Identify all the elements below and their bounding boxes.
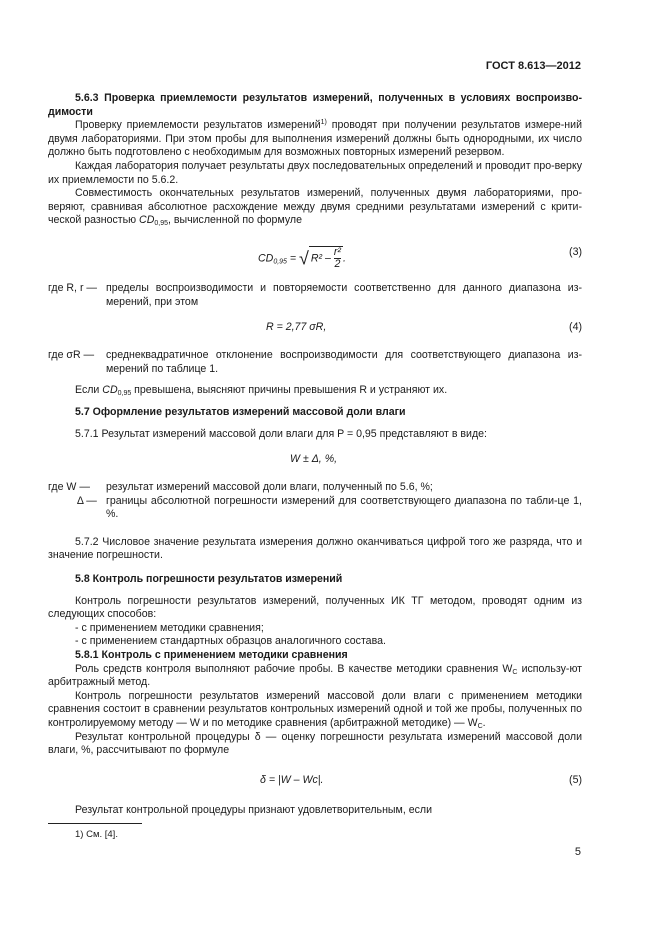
standard-header: ГОСТ 8.613—2012 bbox=[485, 60, 581, 72]
definition-label: Δ — bbox=[48, 494, 97, 507]
numerator: r² bbox=[333, 245, 341, 258]
text: Если bbox=[75, 384, 103, 397]
formula-number: (5) bbox=[569, 773, 582, 786]
footnote-ref: 1) bbox=[320, 119, 327, 127]
formula-3 bbox=[48, 234, 582, 274]
footnote-separator bbox=[48, 823, 142, 824]
subscript: C bbox=[512, 668, 518, 676]
paragraph bbox=[48, 119, 582, 160]
section-5-6-3-title: 5.6.3 Проверка приемлемости результатов измерений, полученных в условиях воспроизво-димости bbox=[48, 92, 582, 118]
subscript: 0,95 bbox=[117, 390, 132, 398]
section-5-8-title: 5.8 Контроль погрешности результатов измерений bbox=[75, 573, 343, 586]
symbol: CD bbox=[102, 384, 118, 397]
fraction bbox=[334, 247, 341, 270]
subscript: 0,95 bbox=[273, 258, 287, 266]
definition-row bbox=[48, 282, 582, 309]
section-5-7-title: 5.7 Оформление результатов измерений массовой доли влаги bbox=[75, 405, 406, 418]
definition-row bbox=[48, 349, 582, 376]
formula-3-expression bbox=[258, 246, 346, 270]
formula-4-expression: R = 2,77 σR, bbox=[266, 321, 327, 334]
paragraph bbox=[48, 187, 582, 228]
definition-text: границы абсолютной погрешности измерений для соответствующего диапазона по табли-це 1, %. bbox=[106, 494, 582, 521]
subscript: C bbox=[477, 723, 483, 730]
paragraph: Результат контрольной процедуры признают удовлетворительным, если bbox=[75, 803, 432, 816]
page-body bbox=[48, 92, 582, 817]
denominator: 2 bbox=[334, 257, 341, 270]
symbol: CD bbox=[139, 214, 155, 227]
formula-4 bbox=[48, 317, 582, 341]
paragraph: Результат контрольной процедуры δ — оценку погрешности результата измерений массовой доли влаги, %, рассчитывают по формуле bbox=[48, 730, 582, 757]
formula-w bbox=[48, 447, 582, 473]
definition-text: пределы воспроизводимости и повторяемости соответственно для данного диапазона из-мерений, при этом bbox=[106, 281, 582, 308]
formula-number: (3) bbox=[569, 245, 582, 258]
formula-number: (4) bbox=[569, 321, 582, 334]
definition-label: где W — bbox=[48, 481, 90, 494]
text: использу-ют арбитражный метод. bbox=[48, 662, 583, 689]
text: . bbox=[482, 717, 486, 729]
text: Роль средств контроля выполняют рабочие пробы. В качестве методики сравнения W bbox=[75, 662, 513, 675]
paragraph bbox=[48, 384, 582, 398]
definition-label: где σR — bbox=[48, 349, 95, 362]
footnote: 1) См. [4]. bbox=[75, 829, 118, 840]
symbol: CD bbox=[258, 252, 274, 265]
paragraph bbox=[48, 663, 582, 690]
page-number: 5 bbox=[574, 846, 581, 858]
radicand bbox=[309, 246, 343, 270]
definition-row bbox=[48, 481, 582, 495]
definition-row bbox=[48, 495, 582, 522]
text: R² – bbox=[310, 252, 334, 265]
paragraph: 5.7.1 Результат измерений массовой доли влаги для P = 0,95 представляют в виде: bbox=[75, 427, 487, 440]
formula-5 bbox=[48, 768, 582, 796]
formula-5-expression: δ = |W – Wc|. bbox=[260, 773, 324, 786]
list-item: - с применением методики сравнения; bbox=[75, 621, 264, 634]
paragraph: Каждая лаборатория получает результаты двух последовательных определений и проводит про-верку их приемлемости по 5.6.2. bbox=[48, 159, 582, 186]
definition-label: где R, r — bbox=[48, 281, 98, 294]
paragraph: Контроль погрешности результатов измерений, полученных ИК ТГ методом, проводят одним из следующих способов: bbox=[48, 594, 582, 621]
text: Совместимость окончательных результатов измерений, полученных двумя лабораториями, про-веряют, сравнивая абсолютное расхождение между двумя средними результатами измерений с крити-ческой разностью bbox=[48, 187, 582, 227]
text: проводят при получении результатов измере-ний двумя лабораториями. При этом пробы для выполнения измерений должны быть однородными, их число должно быть подготовлено с необходимым для возможных повторных измерений резервом. bbox=[48, 119, 582, 159]
sqrt-icon: √ bbox=[299, 248, 309, 269]
formula-w-expression: W ± Δ, %, bbox=[290, 453, 338, 466]
paragraph: 5.7.2 Числовое значение результата измерения должно оканчиваться цифрой того же разряда, что и значение погрешности. bbox=[48, 535, 582, 562]
paragraph bbox=[48, 690, 582, 731]
list-item: - с применением стандартных образцов аналогичного состава. bbox=[75, 635, 386, 648]
text: = bbox=[286, 252, 300, 265]
definition-text: среднеквадратичное отклонение воспроизводимости для соответствующего диапазона из-мерений по таблице 1. bbox=[106, 349, 582, 375]
definition-text: результат измерений массовой доли влаги, полученный по 5.6, %; bbox=[106, 481, 433, 494]
text: . bbox=[342, 252, 346, 265]
section-5-8-1-title: 5.8.1 Контроль с применением методики сравнения bbox=[75, 649, 348, 662]
text: , вычисленной по формуле bbox=[167, 214, 302, 227]
subscript: 0,95 bbox=[154, 220, 168, 228]
text: Проверку приемлемости результатов измерений bbox=[75, 119, 321, 132]
text: превышена, выясняют причины превышения R и устраняют их. bbox=[131, 384, 448, 397]
text: Контроль погрешности результатов измерений массовой доли влаги с применением методики сравнения состоит в сравнении результатов контрольных измерений одной и той же пробы, полученных по контролируемому методу — W и по методике сравнения (арбитражной методике) — W bbox=[48, 689, 582, 729]
